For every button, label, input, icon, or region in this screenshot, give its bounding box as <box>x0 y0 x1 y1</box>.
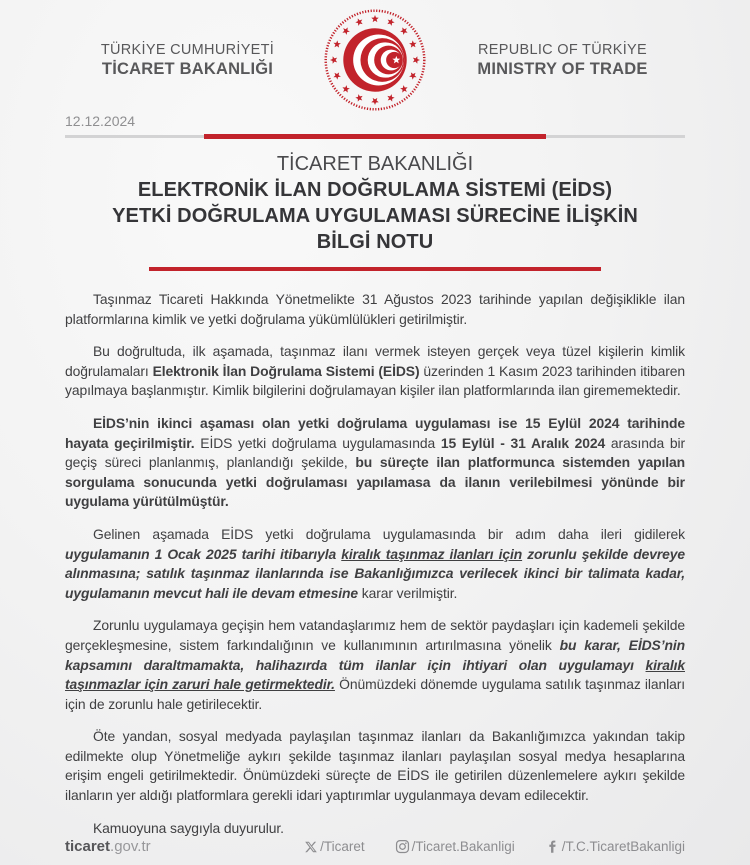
text-run: EİDS yetki doğrulama uygulamasında <box>194 434 441 451</box>
ministry-name-tr <box>65 42 310 79</box>
social-handle-x: /Ticaret <box>320 839 365 854</box>
text-run: Elektronik İlan Doğrulama Sistemi (EİDS) <box>152 362 420 379</box>
facebook-icon <box>545 839 560 854</box>
text-run: Taşınmaz Ticareti Hakkında Yönetmelikte 31 Ağustos 2023 tarihinde yapılan değişiklikle ilan platformlarına kimlik ve yetki doğrulama yükümlülükleri getirilmiştir. <box>65 291 685 327</box>
social-handle-instagram: /Ticaret.Bakanligi <box>411 839 515 854</box>
text-run: 15 Eylül - 31 Aralık 2024 <box>440 434 606 451</box>
social-link-instagram[interactable] <box>395 839 515 854</box>
website-link-bold: ticaret <box>65 838 111 855</box>
text-run: bu süreçte ilan platformunca sistemden yapılan sorgulama sonucunda yetki doğrulaması yapılamasa da ilanın verilebilmesi yönünde bir uygulama yürütülmüştür. <box>65 454 685 510</box>
instagram-icon <box>395 839 410 854</box>
header-divider <box>65 134 685 139</box>
paragraph <box>65 727 685 805</box>
title-line3: YETKİ DOĞRULAMA UYGULAMASI SÜRECİNE İLİŞKİN <box>112 205 638 227</box>
paragraph <box>65 342 685 401</box>
text-run: Kamuoyuna saygıyla duyurulur. <box>93 819 284 836</box>
paragraph <box>65 819 685 839</box>
text-run: kiralık taşınmazlar için zaruri hale getirmektedir. <box>65 656 685 693</box>
text-run: karar verilmiştir. <box>358 584 458 601</box>
paragraph <box>65 290 685 329</box>
social-link-facebook[interactable] <box>545 839 685 854</box>
ministry-name-tr-line2: TİCARET BAKANLIĞI <box>101 59 274 78</box>
footer <box>65 838 685 855</box>
release-date: 12.12.2024 <box>65 113 136 129</box>
paragraph <box>65 616 685 714</box>
website-link-rest: .gov.tr <box>110 838 151 855</box>
ministry-name-en <box>440 42 685 79</box>
text-run: EİDS’nin ikinci aşaması olan yetki doğrulama uygulaması ise 15 Eylül 2024 tarihinde hayata geçirilmiştir. <box>65 414 685 451</box>
title-ministry: TİCARET BAKANLIĞI <box>276 153 474 175</box>
ministry-name-en-line2: MINISTRY OF TRADE <box>477 59 648 78</box>
body-paragraphs <box>65 290 685 838</box>
text-run: Gelinen aşamada EİDS yetki doğrulama uygulamasında bir adım daha ileri gidilerek <box>93 525 685 542</box>
text-run: uygulamanın 1 Ocak 2025 tarihi itibarıyla <box>65 545 342 562</box>
footer-socials <box>304 839 685 854</box>
document-title <box>65 152 685 271</box>
x-icon <box>304 840 318 854</box>
website-link[interactable] <box>65 838 151 855</box>
title-line4: BİLGİ NOTU <box>316 231 434 253</box>
text-run: Zorunlu uygulamaya geçişin hem vatandaşlarımız hem de sektör paydaşları için kademeli şekilde gerçekleşmesine, sistem farkındalığının ve kullanımının artırılmasına yönelik <box>65 617 685 653</box>
text-run: Bu doğrultuda, ilk aşamada, taşınmaz ilanı vermek isteyen gerçek veya tüzel kişilerin kimlik doğrulamaları <box>65 343 685 379</box>
text-run: Önümüzdeki dönemde uygulama satılık taşınmaz ilanları için de zorunlu hale getirilecektir. <box>65 676 685 712</box>
social-handle-facebook: /T.C.TicaretBakanligi <box>561 839 685 854</box>
header <box>65 8 685 112</box>
social-link-x[interactable] <box>304 839 365 854</box>
text-run: zorunlu şekilde devreye alınmasına; satılık taşınmaz ilanlarında ise Bakanlığımızca verilecek ikinci bir talimata kadar, uygulamanın mevcut hali ile devam etmesine <box>65 545 686 601</box>
paragraph <box>65 414 685 512</box>
text-run: arasında bir geçiş süreci planlanmış, planlandığı şekilde, <box>65 434 686 471</box>
text-run: üzerinden 1 Kasım 2023 tarihinden itibaren yapılmaya başlanmıştır. Kimlik bilgilerini doğrulamayan kişiler ilan platformlarında ilan girememektedir. <box>65 362 685 399</box>
text-run: Öte yandan, sosyal medyada paylaşılan taşınmaz ilanları da Bakanlığımızca yakından takip edilmekte olup Yönetmeliğe aykırı şekilde taşınmaz ilanları paylaşılan sosyal medya hesaplarına erişim engeli getirilmektedir. Önümüzdeki süreçte de EİDS ile getirilen düzenlemelere aykırı şekilde ilanların yer aldığı platformlara gerekli idari yaptırımlar uygulanmaya devam edilecektir. <box>65 728 685 804</box>
ministry-of-trade-logo-icon <box>323 8 427 112</box>
ministry-name-tr-line1: TÜRKİYE CUMHURİYETİ <box>100 41 275 58</box>
ministry-name-en-line1: REPUBLIC OF TÜRKİYE <box>478 41 647 58</box>
header-divider-red-segment <box>204 134 546 139</box>
text-run: kiralık taşınmaz ilanları için <box>341 545 523 562</box>
paragraph <box>65 525 685 603</box>
title-line2: ELEKTRONİK İLAN DOĞRULAMA SİSTEMİ (EİDS) <box>137 179 613 201</box>
title-red-underline <box>149 267 601 271</box>
text-run: bu karar, EİDS’nin kapsamını daraltmamakta, halihazırda tüm ilanlar için ihtiyari olan uygulamayı <box>65 636 685 673</box>
